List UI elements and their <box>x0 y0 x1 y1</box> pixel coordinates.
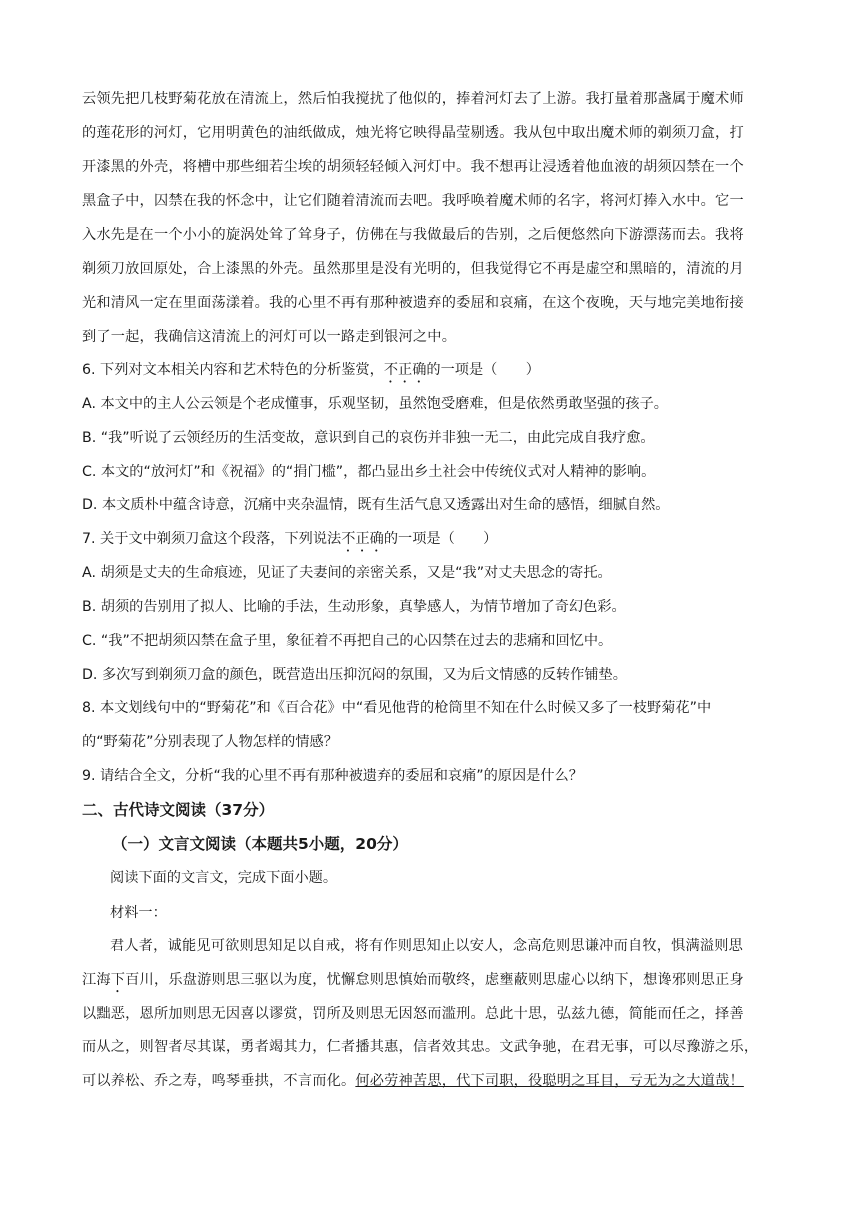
question-7-stem-text: 7. 关于文中剃须刀盒这个段落，下列说法 <box>82 531 342 547</box>
question-7-emphasis: 不正确 <box>341 531 384 547</box>
passage-line: 剃须刀放回原处，合上漆黑的外壳。虽然那里是没有光明的，但我觉得它不再是虚空和黑暗的，清流的月 <box>82 261 744 277</box>
passage-line: 黑盒子中，囚禁在我的怀念中，让它们随着清流而去吧。我呼唤着魔术师的名字，将河灯捧入水中。它一 <box>82 193 744 209</box>
classical-line: 以黜恶，恩所加则思无因喜以谬赏，罚所及则思无因怒而滥刑。总此十思，弘兹九德，简能而任之，择善 <box>82 1006 744 1022</box>
question-7-option-b: B. 胡须的告别用了拟人、比喻的手法，生动形象，真挚感人，为情节增加了奇幻色彩。 <box>82 599 626 615</box>
question-6-option-b: B. “我”听说了云领经历的生活变故，意识到自己的哀伤并非独一无二，由此完成自我疗愈。 <box>82 430 655 446</box>
question-7-stem-end: 的一项是（ ） <box>383 531 498 547</box>
passage-line: 到了一起，我确信这清流上的河灯可以一路走到银河之中。 <box>82 329 457 345</box>
classical-emphasis: 下 <box>110 972 126 988</box>
question-7-stem <box>82 528 792 555</box>
classical-line: 君人者，诚能见可欲则思知足以自戒，将有作则思知止以安人，念高危则思谦冲而自牧，惧满溢则思 <box>110 938 744 954</box>
underlined-sentence: 何必劳神苦思，代下司职，役聪明之耳目，亏无为之大道哉！ <box>355 1073 744 1089</box>
question-6-option-a: A. 本文中的主人公云领是个老成懂事，乐观坚韧，虽然饱受磨难，但是依然勇敢坚强的孩子。 <box>82 396 668 412</box>
classical-text: 江海 <box>82 972 111 988</box>
passage-line: 光和清风一定在里面荡漾着。我的心里不再有那种被遗弃的委屈和哀痛，在这个夜晚，天与地完美地衔接 <box>82 295 744 311</box>
classical-line <box>82 1070 782 1090</box>
subsection-title: （一）文言文阅读（本题共5小题，20分） <box>112 835 408 853</box>
question-9: 9. 请结合全文，分析“我的心里不再有那种被遗弃的委屈和哀痛”的原因是什么？ <box>82 768 583 784</box>
question-6-stem <box>82 359 792 386</box>
instruction: 阅读下面的文言文，完成下面小题。 <box>110 870 338 886</box>
classical-text: 百川，乐盘游则思三驱以为度，忧懈怠则思慎始而敬终，虑壅蔽则思虚心以纳下，想谗邪则思正身 <box>125 972 744 988</box>
passage-line: 的莲花形的河灯，它用明黄色的油纸做成，烛光将它映得晶莹剔透。我从包中取出魔术师的剃须刀盒，打 <box>82 125 744 141</box>
question-7-option-c: C. “我”不把胡须囚禁在盒子里，象征着不再把自己的心囚禁在过去的悲痛和回忆中。 <box>82 633 613 649</box>
passage-line: 云领先把几枝野菊花放在清流上，然后怕我搅扰了他似的，捧着河灯去了上游。我打量着那盏属于魔术师 <box>82 91 744 107</box>
passage-line: 入水先是在一个小小的旋涡处耸了耸身子，仿佛在与我做最后的告别，之后便悠然向下游漂荡而去。我将 <box>82 227 744 243</box>
question-7-option-d: D. 多次写到剃须刀盒的颜色，既营造出压抑沉闷的氛围，又为后文情感的反转作铺垫。 <box>82 667 627 683</box>
question-7-option-a: A. 胡须是丈夫的生命痕迹，见证了夫妻间的亲密关系，又是“我”对丈夫思念的寄托。 <box>82 565 612 581</box>
material-label: 材料一： <box>110 905 167 921</box>
question-6-option-c: C. 本文的“放河灯”和《祝福》的“捐门槛”，都凸显出乡土社会中传统仪式对人精神的影响。 <box>82 464 656 480</box>
question-6-stem-end: 的一项是（ ） <box>426 362 540 378</box>
question-8-line-1: 8. 本文划线句中的“野菊花”和《百合花》中“看见他背的枪筒里不知在什么时候又多了一枝野菊花”中 <box>82 700 712 716</box>
classical-line: 而从之，则智者尽其谋，勇者竭其力，仁者播其惠，信者效其忠。文武争驰，在君无事，可以尽豫游之乐， <box>82 1039 759 1055</box>
classical-line <box>82 969 782 996</box>
passage-line: 开漆黑的外壳，将槽中那些细若尘埃的胡须轻轻倾入河灯中。我不想再让浸透着他血液的胡须囚禁在一个 <box>82 159 744 175</box>
question-8-line-2: 的“野菊花”分别表现了人物怎样的情感？ <box>82 734 338 750</box>
classical-text: 可以养松、乔之寿，鸣琴垂拱，不言而化。 <box>82 1073 356 1089</box>
question-6-stem-text: 6. 下列对文本相关内容和艺术特色的分析鉴赏， <box>82 362 384 378</box>
question-6-option-d: D. 本文质朴中蕴含诗意，沉痛中夹杂温情，既有生活气息又透露出对生命的感悟，细腻自然。 <box>82 497 670 513</box>
question-6-emphasis: 不正确 <box>383 362 427 378</box>
section-title: 二、古代诗文阅读（37分） <box>82 801 275 819</box>
